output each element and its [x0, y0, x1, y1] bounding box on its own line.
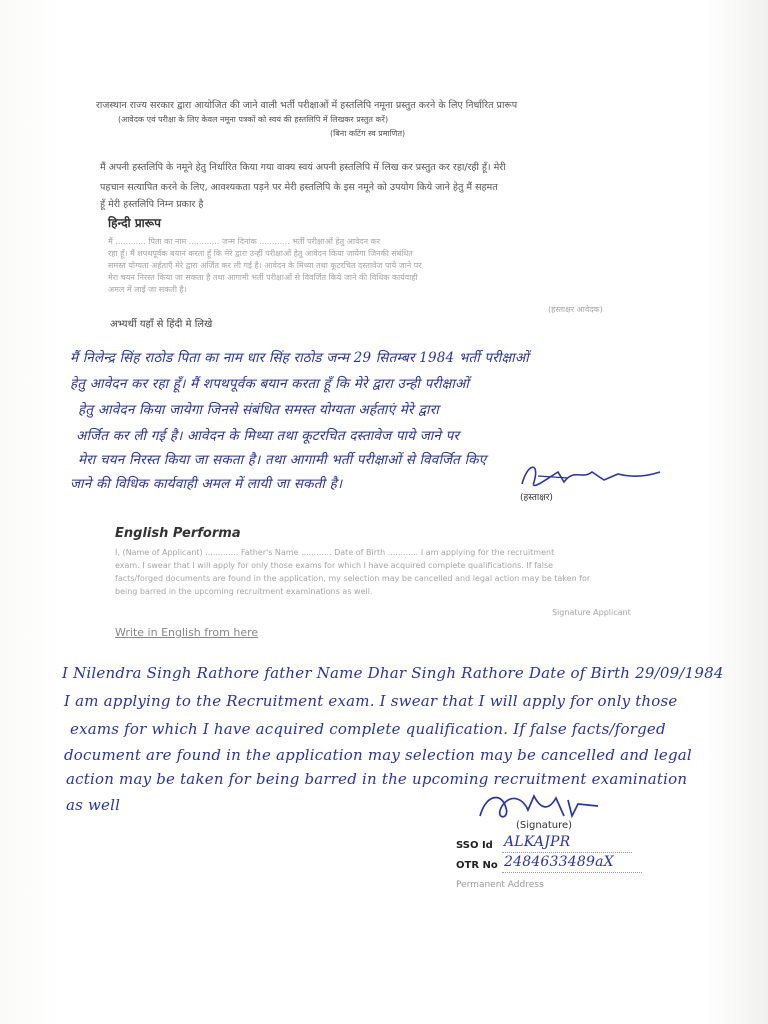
sso-id-line [502, 852, 632, 853]
hindi-template-line-2: रहा हूँ। मैं शपथपूर्वक बयान करता हूँ कि मेरे द्वारा उन्हीं परीक्षाओं हेतु आवेदन किया जायेगा जिनकी संबंधित [108, 249, 413, 258]
english-template-line-3: facts/forged documents are found in the application, my selection may be cancelled and legal action may be taken for [115, 574, 591, 583]
otr-no-line [502, 872, 642, 873]
otr-no-label: OTR No [456, 860, 498, 871]
intro-line-3: हूँ मेरी हस्तलिपि निम्न प्रकार है [100, 199, 204, 210]
english-handwriting-line-1: I Nilendra Singh Rathore father Name Dhar Singh Rathore Date of Birth 29/09/1984 [62, 664, 724, 682]
hindi-template-line-4: मेरा चयन निरस्त किया जा सकता है तथा आगामी भर्ती परीक्षाओं से विवर्जित किये जाने की विधिक कार्यवाही [108, 273, 418, 282]
hindi-template-line-5: अमल में लाई जा सकती है। [108, 285, 187, 294]
sso-id-value: ALKAJPR [504, 834, 571, 850]
hindi-signature-label: (हस्ताक्षर) [520, 493, 553, 503]
intro-line-1: मैं अपनी हस्तलिपि के नमूने हेतु निर्धारित किया गया वाक्य स्वयं अपनी हस्तलिपि में लिख कर प्रस्तुत कर रहा/रही हूँ। मेरी [100, 162, 506, 173]
english-signature-label: (Signature) [516, 820, 573, 831]
english-handwriting-line-3: exams for which I have acquired complete qualification. If false facts/forged [70, 720, 666, 738]
english-template-line-2: exam. I swear that I will apply for only those exams for which I have acquired complete qualifications. If false [115, 561, 554, 570]
hindi-template-line-3: समस्त योग्यता अर्हताएँ मेरे द्वारा अर्जित कर ली गई है। आवेदन के मिथ्या तथा कूटरचित दस्तावेज पाये जाने पर [108, 261, 422, 270]
english-handwriting-line-4: document are found in the application may selection may be cancelled and legal [64, 746, 692, 764]
hindi-handwriting-line-6: जाने की विधिक कार्यवाही अमल में लायी जा सकती है। [70, 476, 343, 492]
hindi-format-heading: हिन्दी प्रारूप [108, 216, 161, 230]
intro-line-2: पहचान सत्यापित करने के लिए, आवश्यकता पड़ने पर मेरी हस्तलिपि के इस नमूने को उपयोग किये जाने हेतु मैं सहमत [100, 182, 498, 193]
english-handwriting-line-2: I am applying to the Recruitment exam. I swear that I will apply for only those [64, 692, 678, 710]
hindi-handwriting-line-4: अर्जित कर ली गई है। आवेदन के मिथ्या तथा कूटरचित दस्तावेज पाये जाने पर [76, 428, 460, 444]
english-write-here-label: Write in English from here [115, 626, 259, 639]
english-performa-heading: English Performa [115, 526, 241, 541]
sso-id-label: SSO Id [456, 840, 493, 851]
english-template-line-1: I, (Name of Applicant) ............. Father's Name ............ Date of Birth ............ I am applying for the recruitment [115, 548, 555, 557]
form-subtitle-line-1: (आवेदक एवं परीक्षा के लिए केवल नमूना पत्रकों को स्वयं की हस्तलिपि में लिखकर प्रस्तुत करें) [118, 115, 389, 124]
hindi-handwriting-line-3: हेतु आवेदन किया जायेगा जिनसे संबंधित समस्त योग्यता अर्हताएं मेरे द्वारा [78, 402, 439, 418]
otr-no-value: 2484633489aX [504, 854, 614, 870]
hindi-handwriting-line-1: मैं निलेन्द्र सिंह राठोड पिता का नाम धार सिंह राठोड जन्म 29 सितम्बर 1984 भर्ती परीक्षाओं [70, 350, 529, 366]
form-subtitle-line-2: (बिना कटिंग स्व प्रमाणित) [330, 129, 406, 138]
form-title: राजस्थान राज्य सरकार द्वारा आयोजित की जाने वाली भर्ती परीक्षाओं में हस्तलिपि नमूना प्रस्तुत करने के लिए निर्धारित प्रारूप [96, 100, 518, 111]
hindi-applicant-signature-label: (हस्ताक्षर आवेदक) [548, 305, 603, 314]
permanent-address-label: Permanent Address [456, 880, 544, 890]
hindi-handwriting-line-2: हेतु आवेदन कर रहा हूँ। मैं शपथपूर्वक बयान करता हूँ कि मेरे द्वारा उन्ही परीक्षाओं [70, 376, 470, 392]
english-handwriting-line-5: action may be taken for being barred in the upcoming recruitment examination [66, 770, 688, 788]
hindi-write-here-label: अभ्यर्थी यहाँ से हिंदी मे लिखे [110, 319, 213, 330]
hindi-template-line-1: मैं ............ पिता का नाम ............ जन्म दिनांक ............ भर्ती परीक्षाओं हेतु आवेदन कर [108, 237, 381, 246]
english-handwriting-line-6: as well [66, 796, 121, 814]
hindi-handwriting-line-5: मेरा चयन निरस्त किया जा सकता है। तथा आगामी भर्ती परीक्षाओं से विवर्जित किए [78, 452, 487, 468]
english-signature-applicant-label: Signature Applicant [552, 608, 631, 617]
english-template-line-4: being barred in the upcoming recruitment examinations as well. [115, 587, 373, 596]
